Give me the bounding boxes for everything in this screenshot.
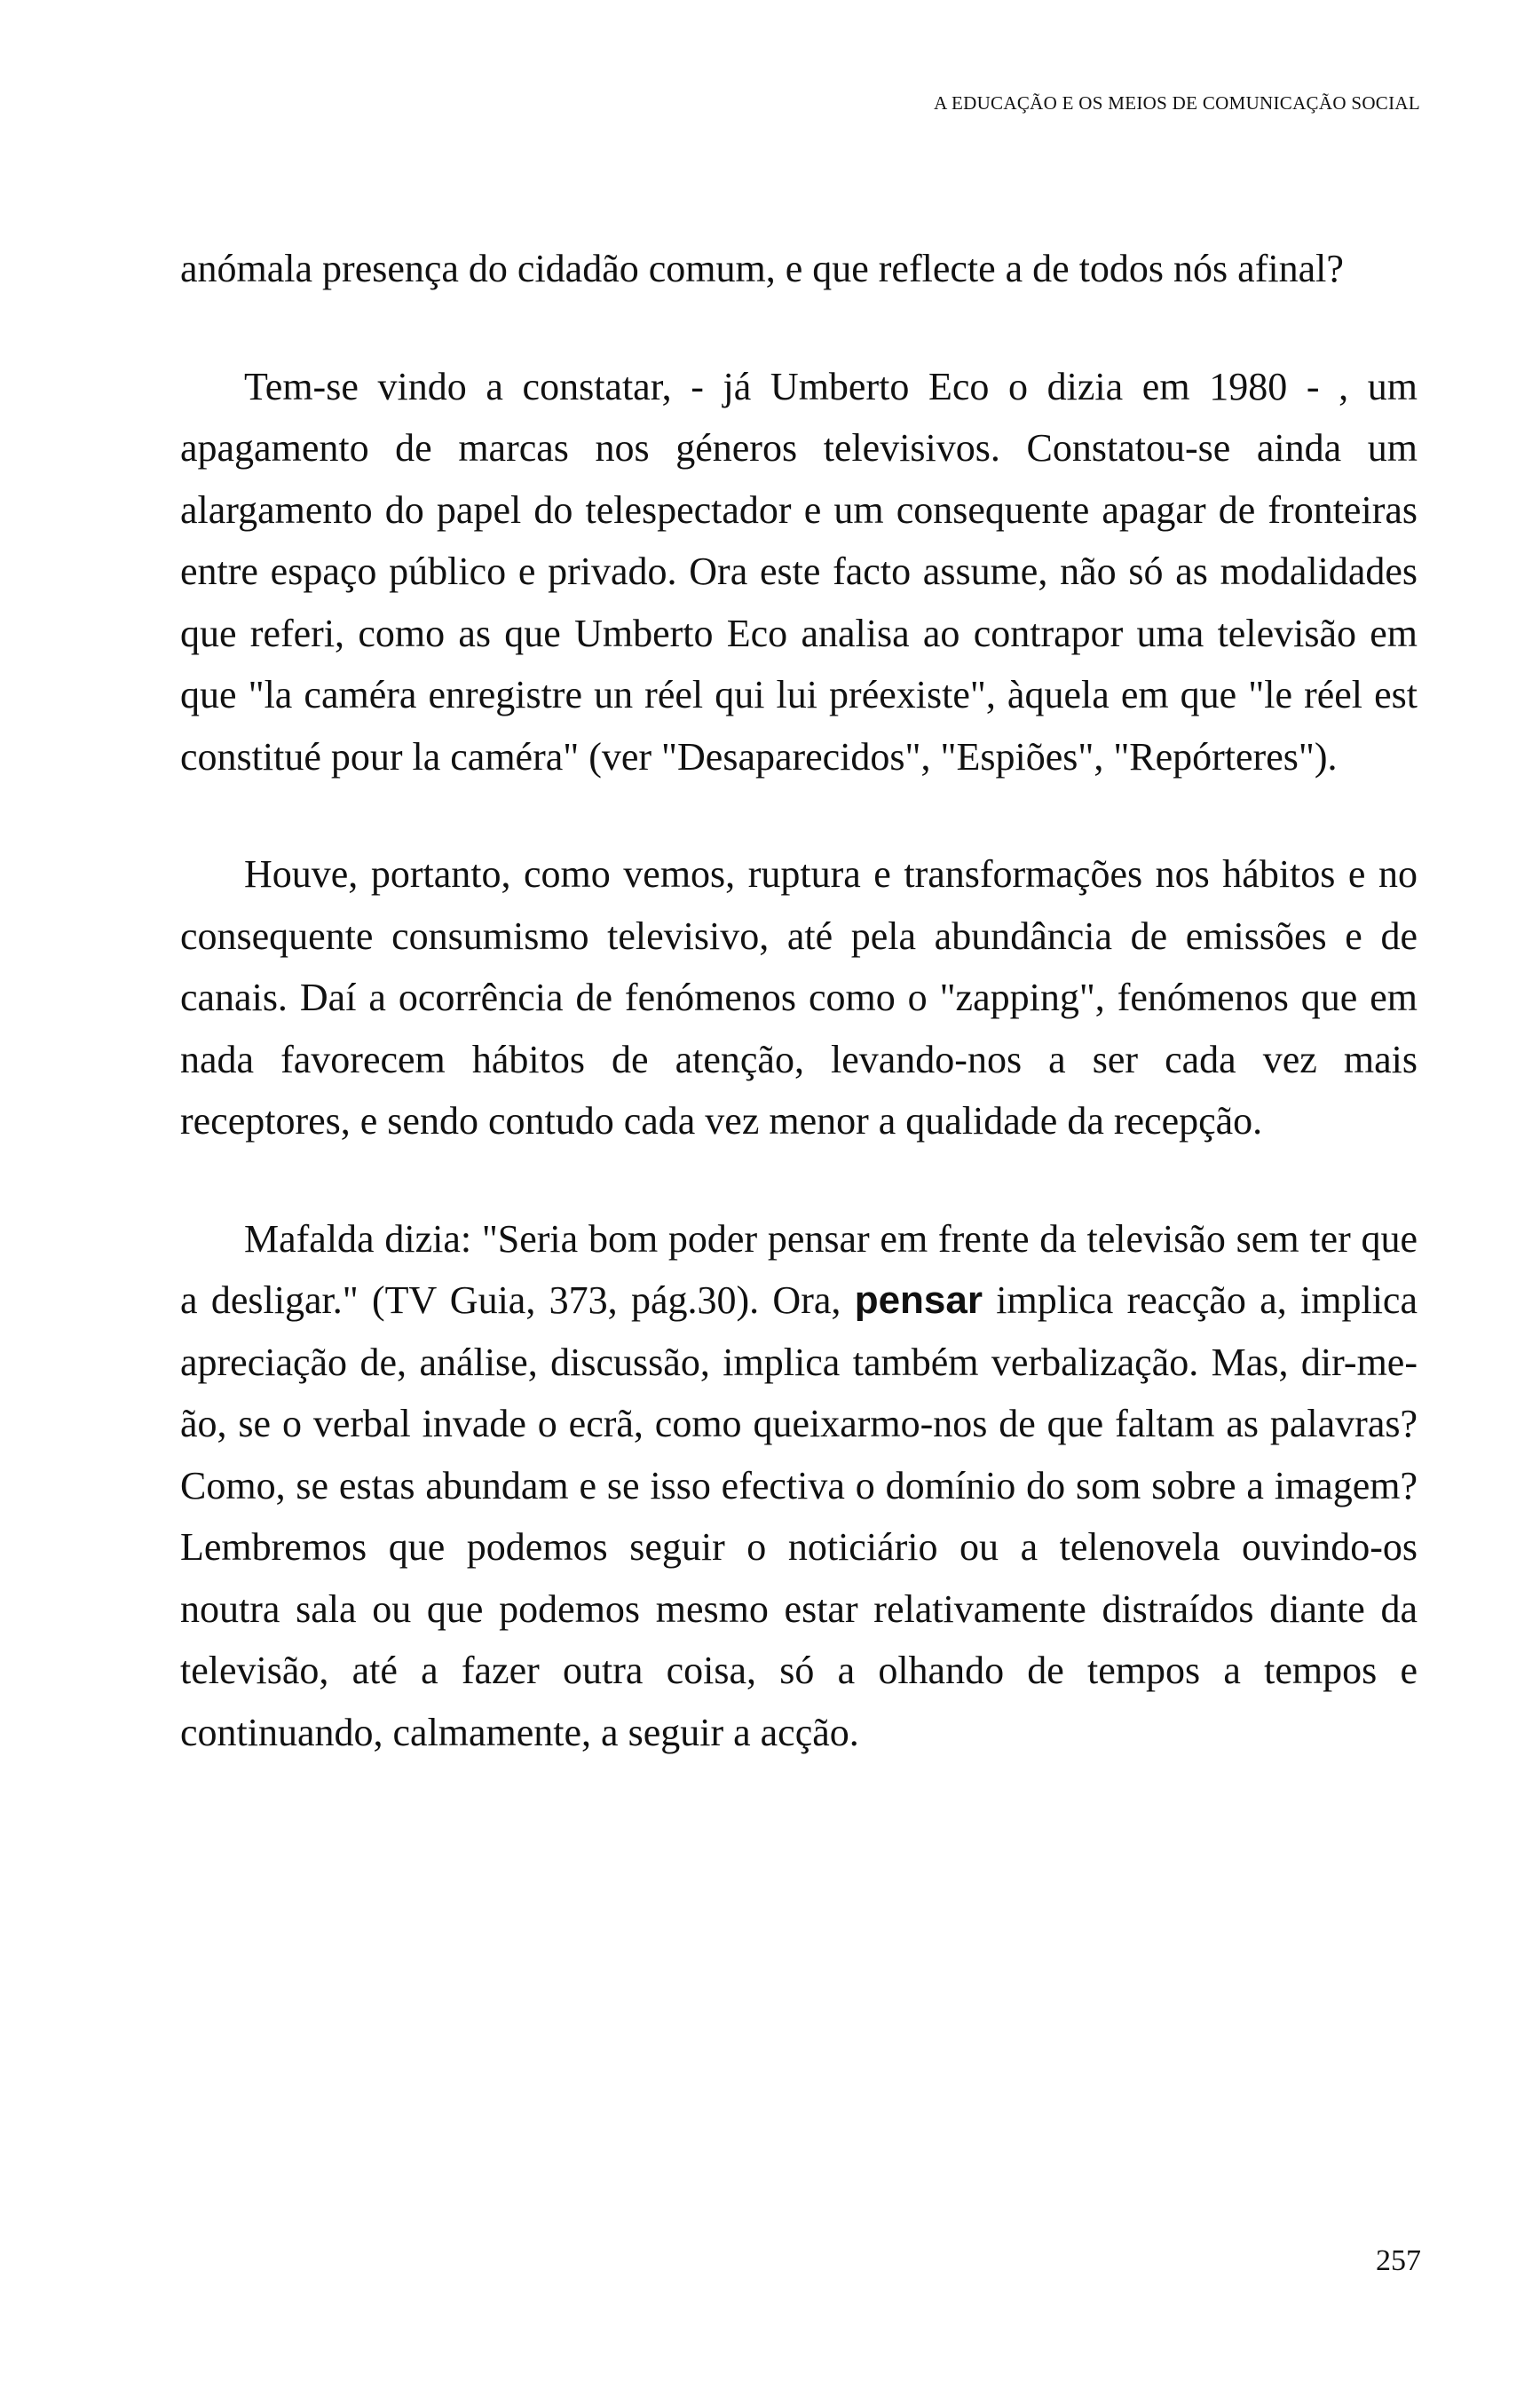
paragraph-1: anómala presença do cidadão comum, e que reflecte a de todos nós afinal?: [180, 247, 1344, 290]
paragraph-4-text-after: implica reacção a, implica apreciação de, análise, discussão, implica também verbalização. Mas, dir-me-ão, se o verbal invade o ecrã, como queixarmo-nos de que faltam as palavras? Como, se estas abundam e se isso efectiva o domínio do som sobre a imagem? Lembremos que podemos seguir o noticiário ou a telenovela ouvindo-os noutra sala ou que podemos mesmo estar relativamente distraídos diante da televisão, até a fazer outra coisa, só a olhando de tempos a tempos e continuando, calmamente, a seguir a acção.: [180, 1278, 1418, 1754]
paragraph-4: [180, 1208, 1418, 1764]
page-number: 257: [1376, 2244, 1421, 2277]
paragraph-3: Houve, portanto, como vemos, ruptura e transformações nos hábitos e no consequente consumismo televisivo, até pela abundância de emissões e de canais. Daí a ocorrência de fenómenos como o "zapping", fenómenos que em nada favorecem hábitos de atenção, levando-nos a ser cada vez mais receptores, e sendo contudo cada vez menor a qualidade da recepção.: [180, 852, 1418, 1143]
paragraph-4-text-before: Mafalda dizia: "Seria bom poder pensar em frente da televisão sem ter que a desligar." (TV Guia, 373, pág.30). Ora,: [180, 1216, 1418, 1322]
running-header: A EDUCAÇÃO E OS MEIOS DE COMUNICAÇÃO SOCIAL: [934, 92, 1420, 114]
paragraph-2: Tem-se vindo a constatar, - já Umberto Eco o dizia em 1980 - , um apagamento de marcas nos géneros televisivos. Constatou-se ainda um alargamento do papel do telespectador e um consequente apagar de fronteiras entre espaço público e privado. Ora este facto assume, não só as modalidades que referi, como as que Umberto Eco analisa ao contrapor uma televisão em que "la caméra enregistre un réel qui lui préexiste", àquela em que "le réel est constitué pour la caméra" (ver "Desaparecidos", "Espiões", "Repórteres").: [180, 364, 1418, 779]
body-text: [180, 238, 1418, 1819]
emphasis-word: pensar: [854, 1278, 983, 1322]
